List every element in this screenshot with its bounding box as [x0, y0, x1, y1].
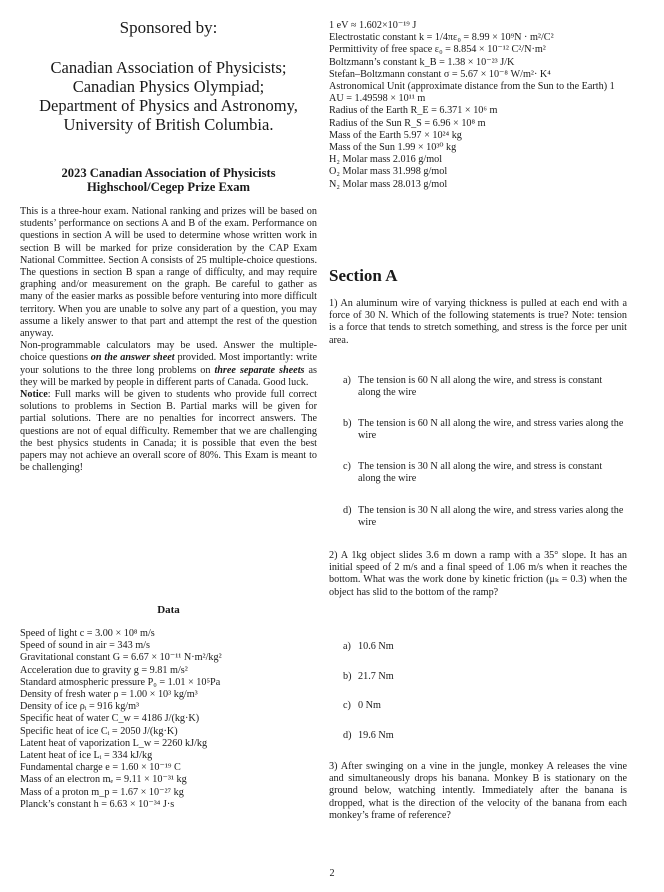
data-list — [20, 628, 317, 811]
sponsor-line: Department of Physics and Astronomy, — [39, 96, 298, 115]
notice-text: : Full marks will be given to students who provide full correct solutions to problems in Section B. Partial marks will be given for partial solutions. There are no penalties for incorrect answers. The questions are not of equal difficulty. Remember that we are challenging the best physics students in Canada; it is possible that even the best papers may not achieve an overall score of 80%. This Exam is meant to be challenging! — [20, 389, 317, 474]
sponsor-line: University of British Columbia. — [63, 115, 274, 134]
option-label: c) — [343, 461, 351, 472]
q1-option-d[interactable] — [343, 505, 627, 529]
data-item: Specific heat of water C_w = 4186 J/(kg·K) — [20, 713, 200, 725]
data-item: Mass of a proton m_p = 1.67 × 10⁻²⁷ kg — [20, 786, 184, 798]
option-text: 19.6 Nm — [358, 730, 394, 741]
constant-item: Mass of the Earth 5.97 × 10²⁴ kg — [329, 129, 462, 141]
option-text: The tension is 60 N all along the wire, and stress varies along the wire — [358, 418, 624, 442]
answer-sheet-emphasis: on the answer sheet — [90, 352, 175, 364]
option-label: b) — [343, 418, 352, 429]
question-2: 2) A 1kg object slides 3.6 m down a ramp with a 35° slope. It has an initial speed of 2 m/s and a final speed of 1.06 m/s when it reaches the bottom. What was the work done by kinetic friction (μₖ = 0.3) when the object has slid to the bottom of the ramp? — [329, 550, 627, 598]
sponsor-list — [20, 58, 317, 134]
data-item: Density of fresh water ρ = 1.00 × 10³ kg/m³ — [20, 689, 198, 701]
constant-item: Radius of the Sun R_S = 6.96 × 10⁸ m — [329, 117, 486, 129]
section-title: Section A — [329, 266, 398, 285]
data-item: Speed of light c = 3.00 × 10⁸ m/s — [20, 628, 155, 639]
constant-item: Boltzmann’s constant k_B = 1.38 × 10⁻²³ J/K — [329, 56, 515, 68]
sponsor-heading: Sponsored by: — [119, 18, 218, 37]
exam-title-line2: Highschool/Cegep Prize Exam — [87, 180, 250, 194]
option-label: c) — [343, 700, 351, 711]
q1-option-b[interactable] — [343, 418, 627, 442]
option-label: d) — [343, 730, 352, 741]
q2-option-a[interactable] — [343, 641, 627, 653]
intro-p2-text: provided. Most importantly: write your solutions to the three long problems on — [20, 352, 317, 376]
data-item: Density of ice ρᵢ = 916 kg/m³ — [20, 701, 140, 713]
constants-list — [329, 20, 629, 191]
data-item: Gravitational constant G = 6.67 × 10⁻¹¹ N·m²/kg² — [20, 652, 222, 664]
question-1: 1) An aluminum wire of varying thickness is pulled at each end with a force of 30 N. Which of the following statements is true? Note: tension is a force that tends to stretch something, and stress is the force per unit area. — [329, 298, 627, 346]
constant-item: O₂ Molar mass 31.998 g/mol — [329, 166, 448, 178]
data-item: Mass of an electron mₑ = 9.11 × 10⁻³¹ kg — [20, 774, 187, 786]
q2-option-c[interactable] — [343, 700, 627, 712]
sponsor-line: Canadian Physics Olympiad; — [72, 77, 265, 96]
option-label: a) — [343, 375, 351, 386]
intro-paragraph-3 — [20, 389, 317, 474]
q2-option-d[interactable] — [343, 730, 627, 742]
data-item: Latent heat of vaporization L_w = 2260 kJ/kg — [20, 737, 208, 749]
option-text: The tension is 60 N all along the wire, and stress is constant along the wire — [358, 375, 603, 399]
option-text: 21.7 Nm — [358, 671, 394, 682]
data-item: Acceleration due to gravity g = 9.81 m/s² — [20, 664, 188, 676]
page-number: 2 — [329, 868, 335, 879]
constant-item: H₂ Molar mass 2.016 g/mol — [329, 154, 443, 166]
option-text: 0 Nm — [358, 700, 381, 711]
data-item: Specific heat of ice Cᵢ = 2050 J/(kg·K) — [20, 725, 178, 737]
notice-label: Notice — [20, 389, 48, 401]
option-label: b) — [343, 671, 352, 682]
option-label: d) — [343, 505, 352, 516]
exam-title — [20, 166, 317, 194]
separate-sheets-emphasis: three separate sheets — [214, 364, 305, 376]
q2-option-b[interactable] — [343, 671, 627, 683]
q1-option-c[interactable] — [343, 461, 627, 485]
question-3: 3) After swinging on a vine in the jungle, monkey A releases the vine and simultaneously drops his banana. Monkey B is stationary on the ground below, watching intently. Immediately after the banana is dropped, what is the direction of the velocity of the banana from each monkey’s frame of reference? — [329, 761, 627, 821]
constant-item: Stefan–Boltzmann constant σ = 5.67 × 10⁻⁸ W/m²· K⁴ — [329, 68, 551, 80]
intro-instructions — [20, 206, 317, 474]
intro-p2-text: Non-programmable calculators may be used. Answer the multiple-choice questions — [20, 340, 317, 364]
constant-item: 1 eV ≈ 1.602×10⁻¹⁹ J — [329, 20, 417, 31]
intro-paragraph-2 — [20, 340, 317, 389]
constant-item: Radius of the Earth R_E = 6.371 × 10⁶ m — [329, 105, 498, 117]
sponsor-line: Canadian Association of Physicists; — [50, 58, 287, 77]
data-item: Fundamental charge e = 1.60 × 10⁻¹⁹ C — [20, 762, 181, 774]
constant-item: N₂ Molar mass 28.013 g/mol — [329, 178, 448, 190]
data-heading: Data — [157, 604, 180, 616]
q1-option-a[interactable] — [343, 375, 627, 399]
option-text: The tension is 30 N all along the wire, and stress is constant along the wire — [358, 461, 603, 485]
intro-p2-text: as they will be marked by people in different parts of Canada. Good luck. — [20, 364, 317, 388]
data-item: Latent heat of ice Lᵢ = 334 kJ/kg — [20, 750, 153, 762]
constant-item: Astronomical Unit (approximate distance from the Sun to the Earth) 1 AU = 1.49598 × 10¹¹ m — [329, 81, 615, 105]
option-text: The tension is 30 N all along the wire, and stress varies along the wire — [358, 505, 624, 529]
option-label: a) — [343, 641, 351, 652]
constant-item: Electrostatic constant k = 1/4πε₀ = 8.99 × 10⁹N · m²/C² — [329, 32, 554, 44]
constant-item: Mass of the Sun 1.99 × 10³⁰ kg — [329, 142, 457, 154]
option-text: 10.6 Nm — [358, 641, 394, 652]
data-item: Speed of sound in air = 343 m/s — [20, 640, 150, 652]
intro-paragraph-1: This is a three-hour exam. National ranking and prizes will be based on students’ performance on sections A and B of the exam. Performance on questions in section A will be used to determine whose written work in section B will be marked for prize consideration by the CAP Exam National Committee. Section A consists of 25 multiple-choice questions. The questions in section B span a range of difficulty, and may require graphing and/or measurement on the graph. Be careful to gather as many of the easier marks as possible before venturing into more difficult territory. When you are unable to solve any part of a question, you may assume a likely answer to that part and attempt the rest of the question anyway. — [20, 206, 317, 340]
data-item: Standard atmospheric pressure P₀ = 1.01 × 10⁵Pa — [20, 676, 221, 688]
exam-title-line1: 2023 Canadian Association of Physicists — [61, 166, 276, 180]
data-item: Planck’s constant h = 6.63 × 10⁻³⁴ J·s — [20, 798, 175, 810]
constant-item: Permittivity of free space ε₀ = 8.854 × 10⁻¹² C²/N·m² — [329, 44, 546, 56]
